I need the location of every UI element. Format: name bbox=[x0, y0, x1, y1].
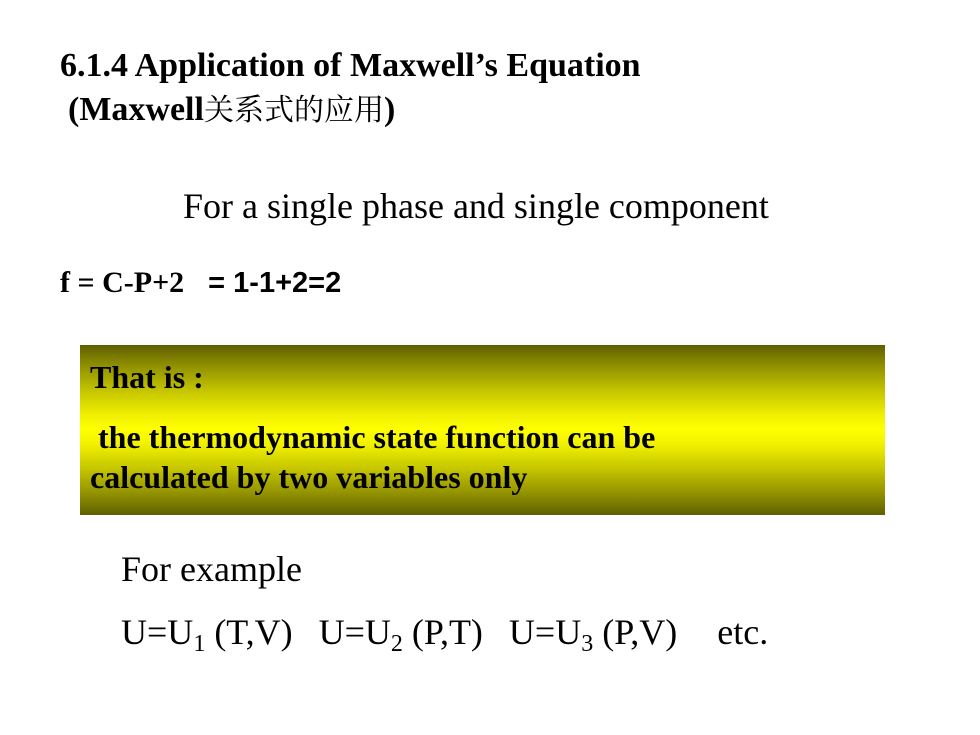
example-etc: etc. bbox=[717, 612, 769, 652]
example-expression-3 bbox=[508, 612, 678, 657]
title-line-2-open: (Maxwell bbox=[68, 91, 204, 128]
expr-3-args: (P,V) bbox=[593, 612, 678, 652]
example-label: For example bbox=[121, 549, 302, 589]
expr-3-prefix: U=U bbox=[508, 612, 582, 652]
title-line-2-cjk: 关系式的应用 bbox=[203, 93, 384, 128]
expr-1-subscript: 1 bbox=[193, 631, 206, 657]
title-line-2 bbox=[60, 88, 641, 133]
formula-lhs: f = C-P+2 bbox=[60, 266, 185, 299]
highlight-heading: That is : bbox=[90, 359, 204, 395]
highlight-box bbox=[80, 345, 885, 515]
expr-2-prefix: U=U bbox=[318, 612, 391, 652]
intro-text: For a single phase and single component bbox=[183, 186, 769, 226]
highlight-line-2: calculated by two variables only bbox=[90, 459, 528, 495]
expr-2-args: (P,T) bbox=[402, 612, 483, 652]
slide-title bbox=[60, 44, 641, 133]
expr-2-subscript: 2 bbox=[390, 631, 403, 657]
example-expression-2 bbox=[318, 612, 483, 657]
expr-1-prefix: U=U bbox=[121, 612, 194, 652]
title-line-1: 6.1.4 Application of Maxwell’s Equation bbox=[60, 47, 641, 84]
formula-rhs: = 1-1+2=2 bbox=[208, 267, 342, 299]
highlight-line-1: the thermodynamic state function can be bbox=[98, 419, 656, 455]
highlight-body bbox=[90, 417, 875, 497]
expr-1-args: (T,V) bbox=[205, 612, 293, 652]
highlight-text bbox=[90, 357, 875, 497]
example-expression-1 bbox=[121, 612, 293, 657]
example-expressions bbox=[121, 610, 769, 657]
title-line-2-close: ) bbox=[383, 91, 396, 128]
expr-3-subscript: 3 bbox=[581, 631, 594, 657]
phase-rule-formula bbox=[60, 263, 341, 303]
